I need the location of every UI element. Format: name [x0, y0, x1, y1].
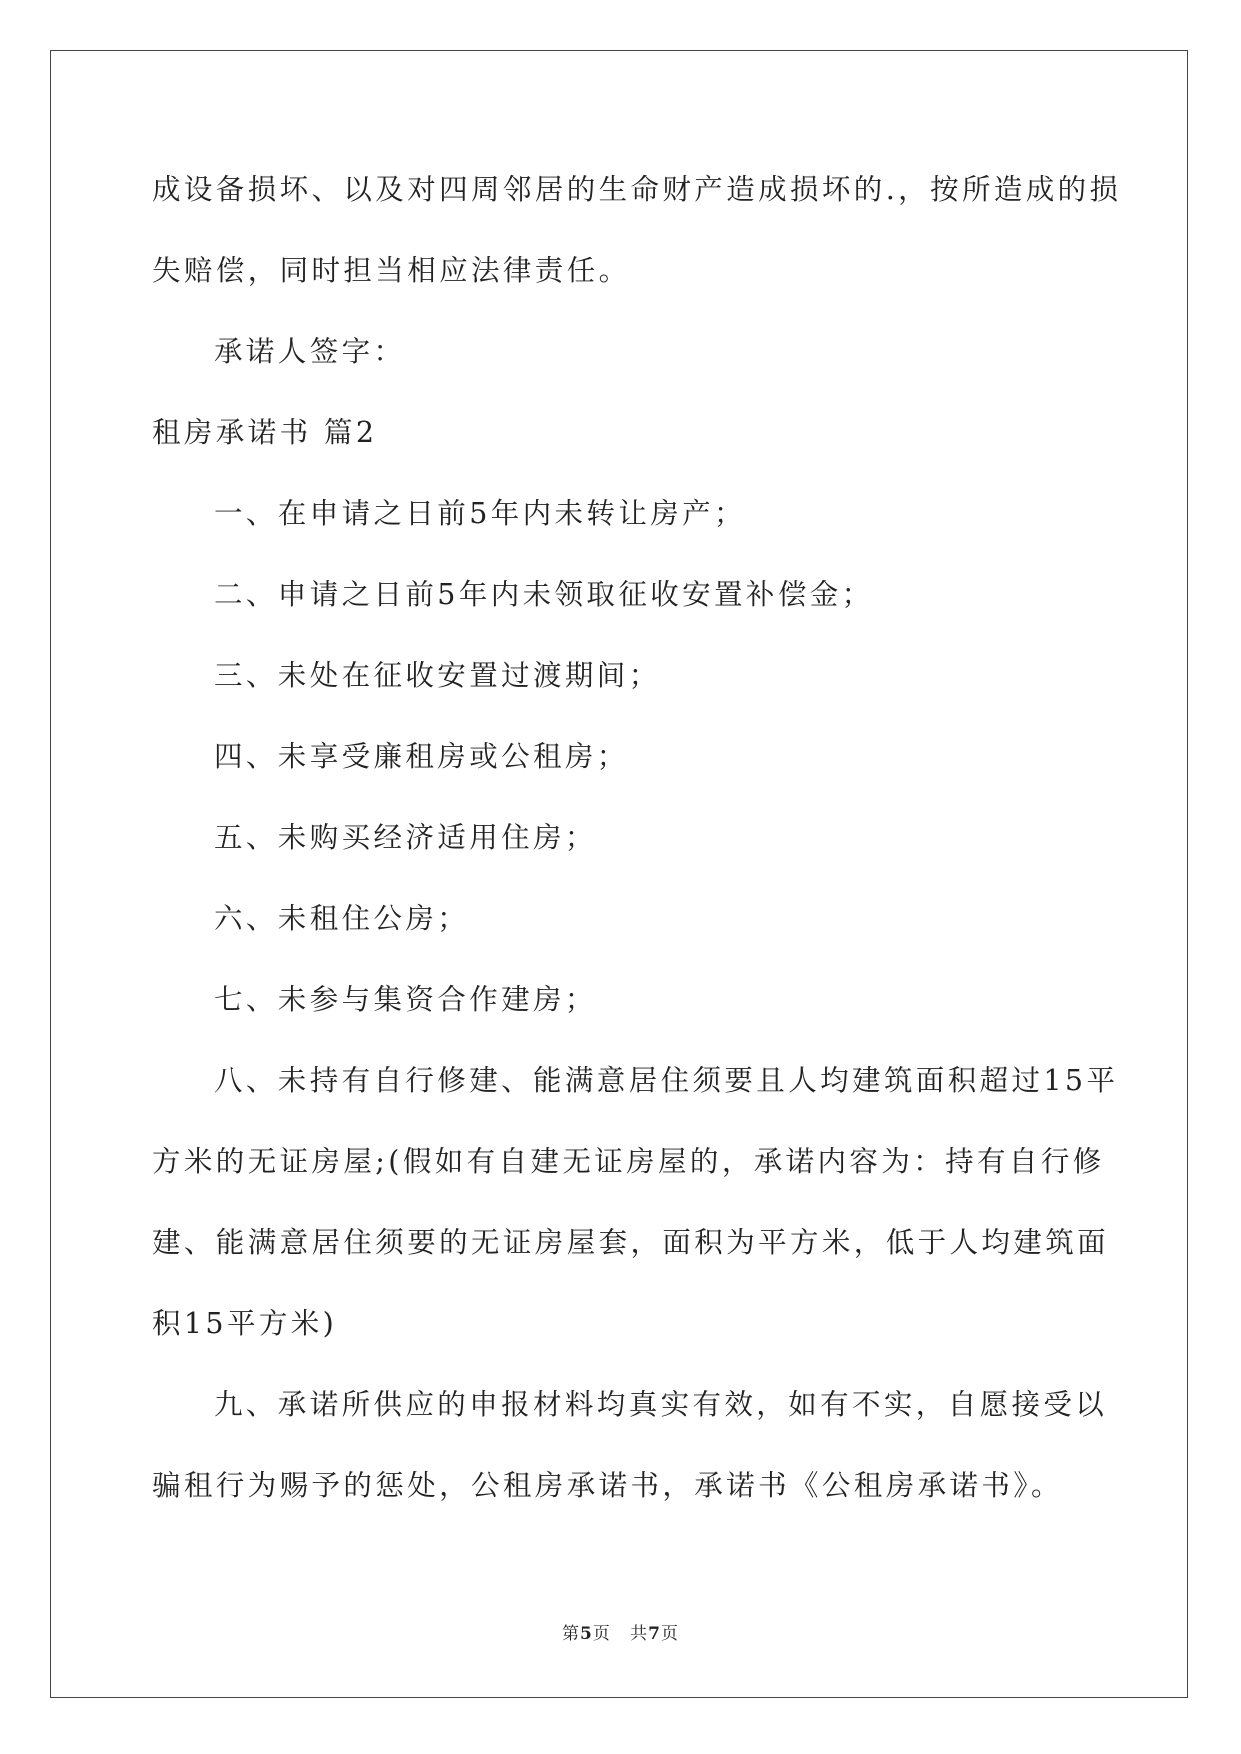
current-page-number: 5 [580, 1624, 593, 1644]
list-item: 三、未处在征收安置过渡期间； [214, 659, 661, 692]
list-item: 四、未享受廉租房或公租房； [214, 740, 629, 773]
list-item-continued: 方米的无证房屋;(假如有自建无证房屋的，承诺内容为：持有自行修 [152, 1145, 1105, 1178]
footer-prefix: 第 [562, 1624, 581, 1644]
list-item: 九、承诺所供应的申报材料均真实有效，如有不实，自愿接受以 [214, 1388, 1108, 1421]
list-item-continued: 骗租行为赐予的惩处，公租房承诺书，承诺书《公租房承诺书》。 [152, 1469, 1063, 1502]
list-item: 七、未参与集资合作建房； [214, 983, 597, 1016]
body-text-line: 失赔偿，同时担当相应法律责任。 [152, 254, 631, 287]
section-heading: 租房承诺书 篇2 [152, 416, 378, 449]
list-item: 五、未购买经济适用住房； [214, 821, 597, 854]
total-page-count: 7 [648, 1624, 661, 1644]
list-item-continued: 积15平方米) [152, 1307, 338, 1340]
footer-suffix: 页 [660, 1624, 679, 1644]
list-item-continued: 建、能满意居住须要的无证房屋套，面积为平方米，低于人均建筑面 [152, 1226, 1110, 1259]
signature-label: 承诺人签字： [214, 335, 406, 368]
page-border [50, 50, 1188, 1698]
body-text-line: 成设备损坏、以及对四周邻居的生命财产造成损坏的.，按所造成的损 [152, 173, 1122, 206]
page-footer [0, 1622, 1241, 1646]
list-item: 六、未租住公房； [214, 902, 470, 935]
list-item: 八、未持有自行修建、能满意居住须要且人均建筑面积超过15平 [214, 1064, 1119, 1097]
footer-mid: 页 共 [592, 1624, 649, 1644]
list-item: 一、在申请之日前5年内未转让房产； [214, 497, 746, 530]
list-item: 二、申请之日前5年内未领取征收安置补偿金； [214, 578, 874, 611]
